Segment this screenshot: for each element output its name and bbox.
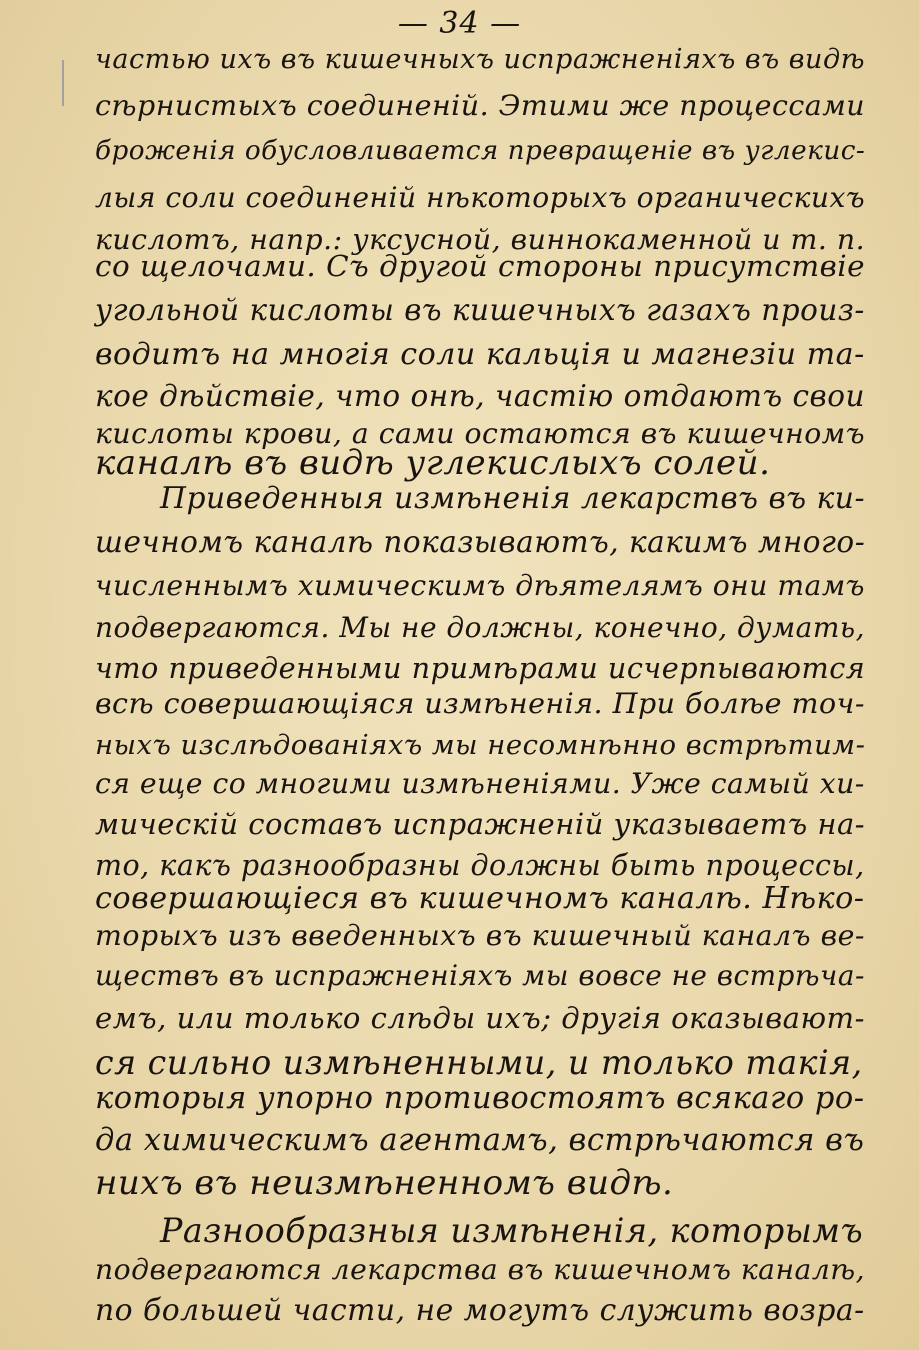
text-line: Разнообразныя измѣненія, которымъ: [160, 1211, 864, 1250]
text-line: которыя упорно противостоятъ всякаго ро-: [95, 1081, 865, 1116]
text-line: численнымъ химическимъ дѣятелямъ они тамъ: [95, 569, 865, 602]
text-line: емъ, или только слѣды ихъ; другія оказывают-: [95, 1001, 865, 1035]
text-line: всѣ совершающіяся измѣненія. При болѣе точ-: [95, 687, 865, 720]
text-line: торыхъ изъ введенныхъ въ кишечный каналъ ве-: [95, 919, 865, 952]
text-line: Приведенныя измѣненія лекарствъ въ ки-: [160, 481, 866, 516]
text-line: да химическимъ агентамъ, встрѣчаются въ: [95, 1123, 865, 1158]
text-line: ся еще со многими измѣненіями. Уже самый хи-: [95, 767, 865, 800]
text-line: кислотъ, напр.: уксусной, виннокаменной и т. п.: [95, 223, 866, 256]
text-line: что приведенными примѣрами исчерпываются: [95, 651, 866, 685]
text-line: совершающіеся въ кишечномъ каналѣ. Нѣко-: [95, 881, 865, 916]
text-line: кое дѣйствіе, что онѣ, частію отдаютъ свои: [95, 379, 865, 413]
text-line: частью ихъ въ кишечныхъ испражненіяхъ въ видѣ: [95, 44, 865, 75]
text-line: кислоты крови, а сами остаются въ кишечномъ: [95, 417, 866, 450]
text-line: шечномъ каналѣ показываютъ, какимъ много-: [95, 525, 866, 559]
text-line: нихъ въ неизмѣненномъ видѣ.: [95, 1163, 674, 1203]
text-line: подвергаются лекарства въ кишечномъ каналѣ,: [95, 1253, 866, 1286]
text-line: то, какъ разнообразны должны быть процессы,: [95, 849, 865, 882]
text-line: мическій составъ испражненій указываетъ на-: [95, 807, 866, 841]
text-line: ся сильно измѣненными, и только такія,: [95, 1043, 863, 1082]
text-line: ществъ въ испражненіяхъ мы вовсе не встрѣча-: [95, 959, 865, 992]
text-line: ныхъ изслѣдованіяхъ мы несомнѣнно встрѣтим-: [95, 729, 866, 761]
text-line: угольной кислоты въ кишечныхъ газахъ произ-: [95, 293, 865, 327]
page-number: — 34 —: [397, 6, 522, 41]
text-line: сѣрнистыхъ соединеній. Этими же процессами: [95, 89, 866, 122]
text-line: броженія обусловливается превращеніе въ углекис-: [95, 136, 866, 166]
text-line: по большей части, не могутъ служить возра-: [95, 1293, 865, 1328]
text-line: водитъ на многія соли кальція и магнезіи та-: [95, 337, 865, 372]
margin-pencil-mark: [62, 60, 64, 106]
text-line: подвергаются. Мы не должны, конечно, думать,: [95, 611, 865, 644]
text-line: лыя соли соединеній нѣкоторыхъ органическихъ: [95, 181, 866, 214]
text-line: со щелочами. Съ другой стороны присутствіе: [95, 249, 866, 283]
text-line: каналѣ въ видѣ углекислыхъ солей.: [95, 443, 771, 483]
